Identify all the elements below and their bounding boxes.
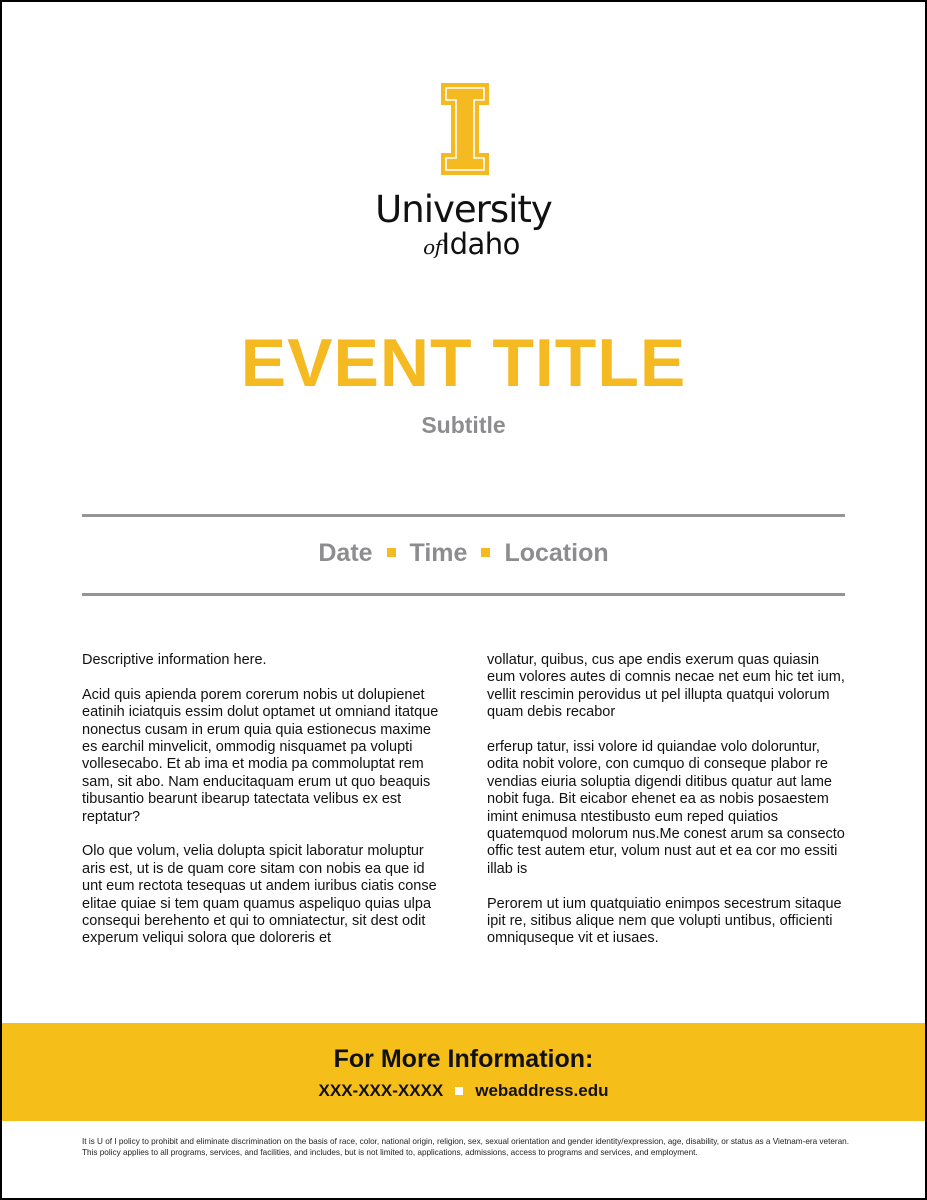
logo-idaho-word: Idaho xyxy=(441,227,520,261)
contact-phone: XXX-XXX-XXXX xyxy=(318,1081,444,1100)
event-details xyxy=(2,539,925,568)
bullet-separator xyxy=(455,1087,463,1095)
bullet-separator xyxy=(481,548,490,557)
divider-top xyxy=(82,514,845,517)
banner-title: For More Information: xyxy=(333,1045,594,1073)
body-paragraph: vollatur, quibus, cus ape endis exerum quas quiasin eum volores autes di comnis necae net eum hic tet ium, vellit rescimin perovidus ut pel illupta quatqui volorum quam debis recabor xyxy=(487,652,845,721)
event-location: Location xyxy=(504,539,609,567)
contact-web: webaddress.edu xyxy=(475,1081,609,1100)
body-column-right xyxy=(487,652,849,965)
policy-disclaimer: It is U of I policy to prohibit and eliminate discrimination on the basis of race, color, national origin, religion, sex, sexual orientation and gender identity/expression, age, disability, or status as a Vietnam-era veteran. This policy applies to all programs, services, and facilities, and includes, but is not limited to, applications, admissions, access to programs and services, and employment. xyxy=(82,1137,850,1157)
body-paragraph: Acid quis apienda porem corerum nobis ut dolupienet eatinih iciatquis essim dolut optamet ut omniand itatque nonectus cusam in erum quia quia estionecus maxime es earchil minvelicit, ommodig nisquamet pa volupti vollesecabo. Et ab ima et modia pa commoluptat rem sam, sit abo. Nam enducitaquam erum ut quo beaquis tibusantio bearunt ibearup tatectata velibus ex est reptatur? xyxy=(82,686,439,825)
logo-idaho-text xyxy=(2,227,927,261)
body-paragraph: Olo que volum, velia dolupta spicit laboratur moluptur aris est, ut is de quam core sitam con nobis ea que id unt eum rectota tesequas ut andem iuribus ciatis conse elitae quiae si tem quam quamus aspeliquo quias ulpa consequi berehento et qui to omniatectur, sit dest odit experum veliqui solora que doloreris et xyxy=(82,843,437,947)
logo-university-text: University xyxy=(375,188,552,231)
banner-contact xyxy=(2,1081,925,1101)
logo-of-text: of xyxy=(423,235,442,259)
event-time: Time xyxy=(409,539,468,567)
event-subtitle: Subtitle xyxy=(421,412,506,438)
body-column-left xyxy=(82,652,444,965)
bullet-separator xyxy=(387,548,396,557)
body-paragraph: erferup tatur, issi volore id quiandae volo doloruntur, odita nobit volore, con cumquo di conseque plabor re vendias eiuria soluptia digendi ditibus quatur aut lame nobit fuga. Bit eicabor ehenet ea as nobis posaestem imint enimusa ntestibusto eum reped quiatios quatemquod molorum nus.Me conest arum sa consecto offic test autem etur, volum nust aut et ea cor mo essiti illab is xyxy=(487,739,845,877)
divider-bottom xyxy=(82,593,845,596)
body-paragraph: Perorem ut ium quatquiatio enimpos secestrum sitaque ipit re, sitibus alique nem que volupti untibus, officienti omniquseque vit et iusaes. xyxy=(487,895,842,947)
event-date: Date xyxy=(318,539,373,567)
university-i-logo-icon xyxy=(440,82,490,176)
body-paragraph: Descriptive information here. xyxy=(82,652,267,668)
info-banner xyxy=(2,1023,925,1121)
event-title: EVENT TITLE xyxy=(240,325,687,401)
